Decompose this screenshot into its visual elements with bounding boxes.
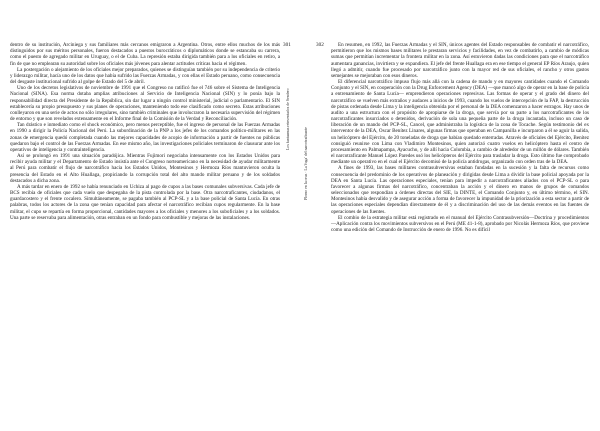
right-text-column [331, 42, 589, 233]
right-page-number: 302 [316, 42, 324, 48]
left-paragraph-5: Así se prolongó en 1991 una situación paradójica. Mientras Fujimori negociaba intensamente con los Estados Unidos para recibir ayuda militar y el Departamento de Estado insistía ante el Congreso norteamericano en la necesidad de ayudar militarmente al Perú para combatir el flujo de narcotráfico hacia los Estados Unidos, Montesinos y Hermoza Ríos mantuvieron oculta la presencia del Estado en el Alto Huallaga, propiciando la corrupción total del alto mando militar peruano y de los soldados destacados a dicha zona. [10, 153, 280, 184]
left-paragraph-4: Tan drástico e inmediato como el shock económico, pero menos perceptible, fue el ingreso de personal de las Fuerzas Armadas en 1990 a dirigir la Policía Nacional del Perú. La subordinación de la PNP a los jefes de los comandos político-militares en las zonas de emergencia quedó completada cuando las mejores capacidades de acopio de información a partir de fuentes no públicas quedaron bajo el control de las Fuerzas Armadas. En ese mismo año, las investigaciones policiales terminaron de clausurar ante los operativos de inteligencia y contrainteligencia. [10, 122, 280, 153]
right-paragraph-2: El diferencial narcotráfico impuso flujo más allá con la cadena de mando y en mayores cantidades cuando el Comando Conjunto y el SIN, en cooperación con la Drug Enforcement Agency (DEA) —que mancó algo de operar en la base de policía a entrenamiento de Santa Lucía— emprendieron operaciones represivas. Las formas de operar y el grado del dinero del narcotráfico se vuelven más extraños y audaces a inicios de 1993, cuando los vuelos de intercepción de la FAP, la destrucción de pistas ordenada desde Lima y la inteligencia obtenida por el personal de la DEA comenzaron a hacer estragos. Hay unos de audito a una estructura con el propósito de apropiarse de la droga, que servía por su parte a los narcotraficantes de los narcotraficantes insurciados o detenidos, derivación de sola una pequeña parte de la droga incautada, incluso un caso de liberación de un mando del PCP-SL, Cancel, que administraba la logística de la zona de Tocache. Según testimonio del ex interventor de la DEA, Oscar Benítez Linares, algunas firmas que operaban en Campanilla e incurparon a él se aguir la salida, un helicóptero del Ejército, de 20 toneladas de droga que habían quedado enterradas. Através de oficiales del Ejército, Benítez consiguió reunirse con Lima con Vladimiro Montesinos, quien autorizó cuatro vuelos en helicóptero hasta el centro de procesamiento en Palmapampa, Ayacucho, y de allí hacia Colombia, a cambio de alrededor de un millón de dólares. También el narcotraficante Manuel López Paredes usó los helicópteros del Ejército para trasladar la droga. Esto último fue comprobado mediante un operativo en el cual el Ejército decomisó de la policía antidrogas, organizado con orden tras de la DEA. [331, 79, 589, 166]
left-paragraph-1: dentro de su institución, Arciniega y sus familiares más cercanos emigraron a Argentina. Otros, entre ellos muchos de los más distinguidos por sus méritos personales, fueron destacados a puestos burocráticos o diplomáticos donde se estancaba su carrera, como el puesto de agregado militar en Uruguay, o el de Cuba. La represión estaba dirigida también para a los oficiales en retiro, a fin de que no emplearan su autoridad sobre los oficiales más jóvenes para alentar actitudes críticas hacia el régimen. [10, 42, 280, 67]
right-paragraph-3: A fines de 1993, las bases militares contrasubversivas estaban fundadas en la sucesión y la falta de recursos como consecuencia del predominio de los operativos de planeación y dirigidas desde Lima a dividir la base policial apoyada por la DEA en Santa Lucía. Las operaciones especiales, tenían para impedir a narcotraficantes aliados con el PCP-SL o para favorecer a algunas firmas del narcotráfico, concentraban la acción y el dinero en manos de grupos de comandos seleccionados que respondían a órdenes directas del SIE, la DINTE, el Comando Conjunto y, en último término, el SIN. Montesinos había desvalido y de asegurar acción a forma de favorecer la impunidad de la priorización a esta sector a partir de las operaciones especiales dependían directamente de él y a discriminación del uso de las demás eventos en las fuentes de operaciones de las fuentes. [331, 165, 589, 215]
left-text-column [10, 42, 280, 221]
right-paragraph-4: El combio de la estrategia militar está registrado en el manual del Ejército Contrasubversión—Doctrina y procedimientos—Aplicación contra los movimientos subversivos en el Perú (ME 41-1-8), aprobado por Nicolás Hermoza Ríos, que proviene como una edición del Comando de Instrucción de enero de 1996. No es difícil [331, 214, 589, 234]
left-page-number: 301 [283, 42, 291, 48]
right-running-head: Plomo en la cruz · La 'fuga' del narcotraficante [304, 127, 308, 200]
left-paragraph-6: A más tardar en enero de 1992 se había renunciado en Uchiza al pago de cupos a las bases comunales subversivas. Cada jefe de BCS recibía de oficiales que cada vuelo que despegaba de la pista controlada por la base. Otra narcotraficantes, ciudadanos, el guardacostero y el frente cocalero. Simultáneamente, se pagaba también al PCP-SL y a la base policial de Santa Lucía. En otras palabras, todos los actores de la zona que tenían capacidad para afectar el narcotráfico recibían cupos regularmente. En la base militar, el cupo se repartía en forma proporcional, cantidades mayores a los oficiales y menores a los suboficiales y a los soldados. Una parte se reservaba para alimentación, otras entraban en un fondo para combustible y mejoras de las instalaciones. [10, 183, 280, 221]
left-paragraph-3: Uno de los decretos legislativos de noviembre de 1991 que el Congreso no ratificó fue el 746 sobre el Sistema de Inteligencia Nacional (SINA). Esa norma dotaba amplias atribuciones al Servicio de Inteligencia Nacional (SIN) y lo ponía bajo la responsabilidad directa del Presidente de la República, sin dar lugar a ningún control ministerial, judicial o parlamentario. El SIN establecería su propio presupuesto y sus planes de operaciones, manteniendo todo ese clasificado como secreto. Estas atribuciones conlleyaron en una serie de actos no sólo irregulares, sino también criminales que involucraron la necesaria supervisión del régimen de entorno y que son revelados extensamente en el Informe final de la Comisión de la Verdad y Reconciliación. [10, 85, 280, 123]
right-paragraph-1: En resumen, en 1992, las Fuerzas Armadas y el SIN, únicos agentes del Estado responsables de combatir el narcotráfico, permitieron que los mismos bases militares le prestaran servicios y facilidades, en vez de combatirlo, a cambio de módicas sumas que permitían incrementar la frontera militar en la zona. Así estuvieron dadas las condiciones para que el narcotráfico aumentara ganancias, invirtiera y se expandiera. El jefe del frente Huallaga era en ese tiempo el general EP Ríos Araujo, quien llegó a admitir, cuando fue procesado por narcotráfico junto con la mayor red de sus oficiales, el rancho y otros gastos semejantes se mejoraban con esos dineros. [331, 42, 589, 79]
left-running-head: Los fantasmas reinventados de Sendero [286, 88, 290, 150]
left-paragraph-2: La postergación o alejamiento de los oficiales mejor preparados, quienes se distinguían también por su independencia de criterio y liderazgo militar, hacía uno de los datos que había sufrido las Fuerzas Armadas, y con ellas el Estado peruano, como consecuencia del desgaste institucional sufrido al golpe de Estado del 5 de abril. [10, 66, 280, 86]
